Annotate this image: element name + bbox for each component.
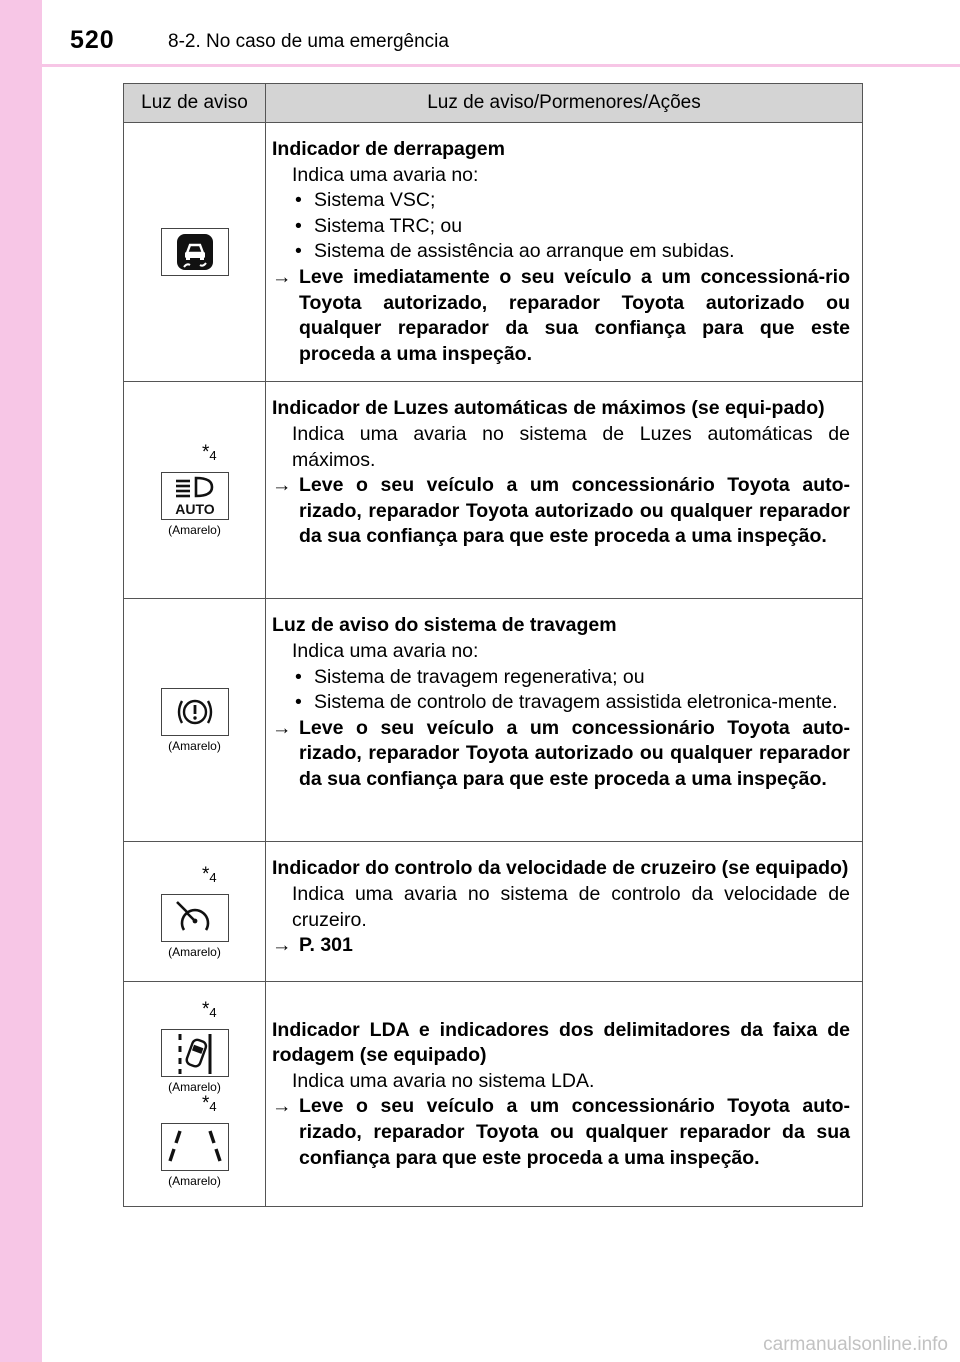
header-rule [42, 64, 960, 67]
watermark: carmanualsonline.info [763, 1334, 948, 1355]
action-label: Leve o seu veículo a um concessionário Toyota auto-rizado, reparador Toyota autorizado ou qualquer reparador da sua confiança para que este proceda a uma inspeção. [299, 716, 850, 790]
color-label: (Amarelo) [168, 738, 221, 753]
action-text [272, 265, 850, 367]
table-row [124, 599, 863, 842]
description-cell [266, 123, 863, 382]
action-text [272, 716, 850, 793]
footnote-mark: $*_4$ [202, 1093, 217, 1115]
table-row [124, 382, 863, 599]
bullet-item: • Sistema TRC; ou [272, 214, 850, 240]
table-row [124, 123, 863, 382]
cruise-control-icon [161, 894, 229, 942]
indicator-intro: Indica uma avaria no sistema de Luzes automáticas de máximos. [292, 422, 850, 471]
arrow-icon: → [272, 474, 292, 497]
color-label: (Amarelo) [168, 1080, 221, 1095]
brake-system-warning-icon [161, 688, 229, 736]
page-reference: P. 301 [299, 934, 353, 957]
arrow-icon: → [272, 1095, 292, 1118]
table-header-row [124, 84, 863, 123]
indicator-title: Indicador do controlo da velocidade de cruzeiro (se equipado) [272, 857, 849, 880]
bullet-item: • Sistema de travagem regenerativa; ou [272, 665, 850, 691]
action-text [272, 1094, 850, 1171]
description-cell [266, 842, 863, 982]
color-label: (Amarelo) [168, 1174, 221, 1189]
description-cell [266, 382, 863, 599]
indicator-title: Indicador de Luzes automáticas de máximos (se equi-pado) [272, 397, 825, 420]
footnote-mark: $*_4$ [202, 999, 217, 1021]
lda-icon [161, 1029, 229, 1077]
skid-indicator-icon [161, 228, 229, 276]
action-label: Leve o seu veículo a um concessionário Toyota auto-rizado, reparador Toyota ou qualquer reparador da sua confiança para que este proceda a uma inspeção. [299, 1095, 850, 1169]
arrow-icon: → [272, 716, 292, 739]
arrow-icon: → [272, 265, 292, 288]
section-title: 8-2. No caso de uma emergência [168, 31, 449, 52]
indicator-intro: Indica uma avaria no sistema de controlo da velocidade de cruzeiro. [292, 882, 850, 931]
lane-markers-icon [161, 1123, 229, 1171]
icon-cell [124, 123, 266, 382]
description-cell [266, 982, 863, 1207]
auto-high-beam-icon [161, 472, 229, 520]
indicator-title: Indicador de derrapagem [272, 138, 505, 160]
color-label: (Amarelo) [168, 523, 221, 538]
icon-cell [124, 382, 266, 599]
col-header-details: Luz de aviso/Pormenores/Ações [266, 84, 863, 123]
col-header-warning-light: Luz de aviso [124, 84, 266, 123]
footnote-mark: $*_4$ [202, 442, 217, 464]
indicator-intro: Indica uma avaria no sistema LDA. [292, 1069, 595, 1092]
color-label: (Amarelo) [168, 944, 221, 959]
table-row [124, 982, 863, 1207]
icon-cell [124, 842, 266, 982]
action-label: Leve imediatamente o seu veículo a um concessioná-rio Toyota autorizado, reparador Toyota autorizado ou qualquer reparador da sua confiança para que este proceda a uma inspeção. [299, 265, 850, 365]
action-label: Leve o seu veículo a um concessionário Toyota auto-rizado, reparador Toyota autorizado ou qualquer reparador da sua confiança para que este proceda a uma inspeção. [299, 474, 850, 548]
warning-lights-table [123, 83, 863, 1207]
indicator-intro: Indica uma avaria no: [292, 639, 479, 662]
side-color-band [0, 0, 42, 1362]
description-cell [266, 599, 863, 842]
indicator-title: Luz de aviso do sistema de travagem [272, 614, 617, 637]
footnote-mark: $*_4$ [202, 863, 217, 885]
indicator-title: Indicador LDA e indicadores dos delimitadores da faixa de rodagem (se equipado) [272, 1018, 850, 1067]
icon-cell [124, 599, 266, 842]
svg-text:AUTO: AUTO [174, 501, 215, 518]
page-number: 520 [70, 26, 115, 54]
table-row [124, 842, 863, 982]
action-text [272, 473, 850, 550]
arrow-icon: → [272, 934, 292, 957]
bullet-item: • Sistema de assistência ao arranque em subidas. [272, 239, 850, 265]
icon-cell [124, 982, 266, 1207]
action-text [272, 933, 850, 959]
indicator-intro: Indica uma avaria no: [292, 163, 479, 186]
bullet-item: • Sistema VSC; [272, 188, 850, 214]
bullet-item: • Sistema de controlo de travagem assistida eletronica-mente. [272, 690, 850, 716]
